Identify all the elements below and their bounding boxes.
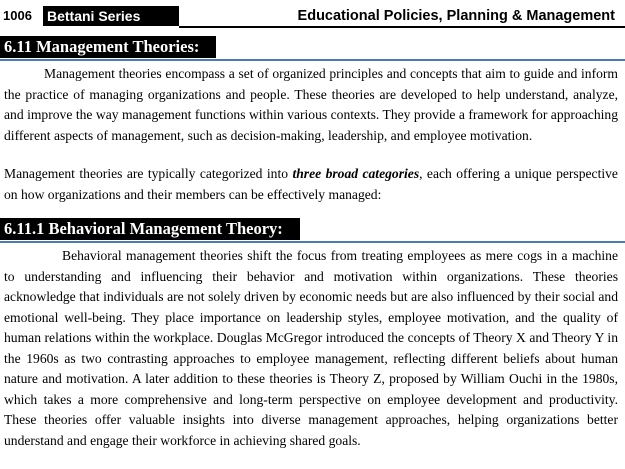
book-title: Educational Policies, Planning & Management	[297, 8, 615, 24]
paragraph-2-text-start: Management theories are typically categorized into	[4, 166, 293, 181]
subsection-paragraph: Behavioral management theories shift the focus from treating employees as mere cogs in a machine to understanding and influencing their behavior and motivation within organizations. These theories acknowledge that individuals are not solely driven by economic needs but are also influenced by their social and emotional well-being. They place importance on leadership styles, employee motivation, and the quality of human relations within the workplace. Douglas McGregor introduced the concepts of Theory X and Theory Y in the 1960s as two contrasting approaches to employee management, reflecting different beliefs about human nature and motivation. A later addition to these theories is Theory Z, proposed by William Ouchi in the 1980s, which takes a more comprehensive and long-term perspective on employee development and productivity. These theories offer valuable insights into diverse management approaches, helping organizations better understand and engage their workforce in achieving shared goals.	[4, 248, 618, 448]
subsection-heading-rule	[0, 241, 625, 243]
section-heading-rule	[0, 59, 625, 61]
series-label: Bettani Series	[43, 6, 179, 26]
page-number: 1006	[3, 8, 32, 23]
subsection-heading: 6.11.1 Behavioral Management Theory:	[0, 218, 300, 240]
header-divider	[179, 26, 625, 28]
section-paragraph-1: Management theories encompass a set of organized principles and concepts that aim to guide and inform the practice of managing organizations and people. These theories are developed to help understand, analyze, and improve the way management functions within various contexts. They provide a framework for approaching different aspects of management, such as decision-making, leadership, and employee motivation.	[4, 66, 618, 143]
categories-emphasis: three broad categories	[292, 166, 420, 181]
section-heading: 6.11 Management Theories:	[0, 36, 216, 58]
page-header	[0, 2, 625, 28]
paragraph-2-text-end: , each offering a unique perspective on how organizations and their members can be effectively managed:	[4, 166, 618, 202]
section-paragraph-2	[4, 164, 618, 205]
